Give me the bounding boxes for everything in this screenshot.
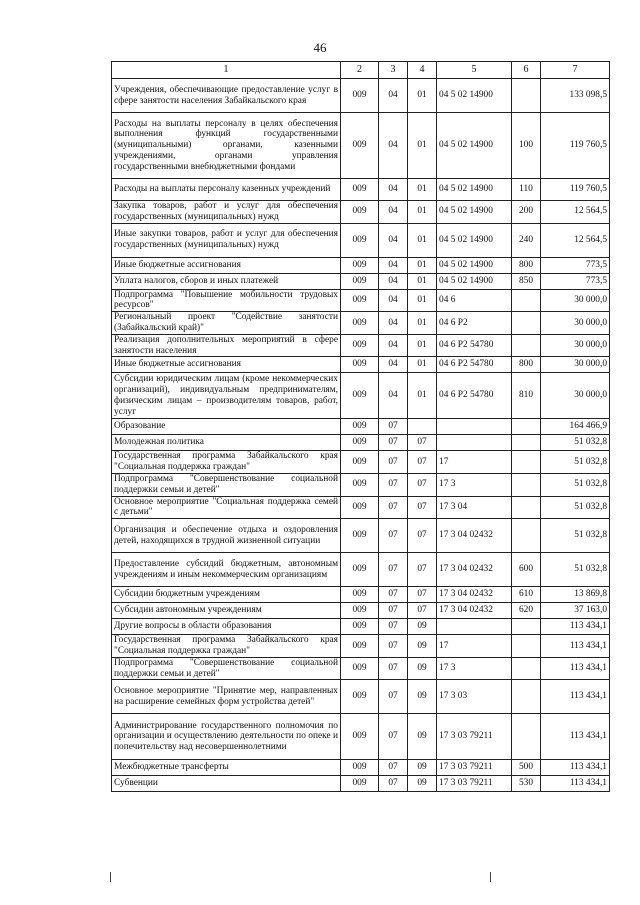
target-article-cell: 04 6 P2 54780 [437,373,512,419]
margin-tick-left [110,872,111,882]
name-cell: Закупка товаров, работ и услуг для обеспечения государственных (муниципальных) нужд [112,201,341,224]
subsection-cell: 09 [408,635,437,658]
admin-cell: 009 [341,714,379,760]
sum-cell: 51 032,8 [541,553,610,587]
target-article-cell: 17 3 04 02432 [437,553,512,587]
header-row [112,62,610,79]
expense-type-cell: 500 [512,760,541,776]
subsection-cell: 09 [408,714,437,760]
table-row [112,273,610,289]
name-cell: Учреждения, обеспечивающие предоставление услуг в сфере занятости населения Забайкальского края [112,79,341,113]
subsection-cell: 01 [408,373,437,419]
subsection-cell: 07 [408,553,437,587]
sum-cell: 12 564,5 [541,201,610,224]
admin-cell: 009 [341,179,379,201]
target-article-cell: 04 5 02 14900 [437,113,512,179]
target-article-cell: 17 3 03 79211 [437,760,512,776]
subsection-cell: 07 [408,473,437,496]
subsection-cell: 01 [408,79,437,113]
section-cell: 04 [379,223,408,257]
table-row [112,373,610,419]
name-cell: Государственная программа Забайкальского края "Социальная поддержка граждан" [112,635,341,658]
table-row [112,113,610,179]
table-row [112,657,610,680]
name-cell: Субвенции [112,776,341,792]
name-cell: Образование [112,419,341,435]
admin-cell: 009 [341,79,379,113]
name-cell: Основное мероприятие "Социальная поддержка семей с детьми" [112,496,341,519]
sum-cell: 113 434,1 [541,714,610,760]
section-cell: 07 [379,587,408,603]
sum-cell: 164 466,9 [541,419,610,435]
section-cell: 07 [379,619,408,635]
sum-cell: 113 434,1 [541,619,610,635]
admin-cell: 009 [341,435,379,451]
admin-cell: 009 [341,553,379,587]
subsection-cell: 07 [408,496,437,519]
sum-cell: 30 000,0 [541,334,610,357]
expense-type-cell: 610 [512,587,541,603]
sum-cell: 30 000,0 [541,357,610,373]
target-article-cell: 17 3 04 02432 [437,587,512,603]
target-article-cell: 17 [437,451,512,474]
table-row [112,312,610,335]
expense-type-cell [512,635,541,658]
admin-cell: 009 [341,201,379,224]
expense-type-cell: 850 [512,273,541,289]
sum-cell: 51 032,8 [541,496,610,519]
budget-table [111,61,610,792]
subsection-cell: 01 [408,201,437,224]
admin-cell: 009 [341,223,379,257]
sum-cell: 113 434,1 [541,657,610,680]
admin-cell: 009 [341,635,379,658]
target-article-cell: 04 6 P2 54780 [437,334,512,357]
expense-type-cell [512,435,541,451]
sum-cell: 30 000,0 [541,312,610,335]
target-article-cell: 04 6 P2 54780 [437,357,512,373]
expense-type-cell: 800 [512,357,541,373]
table-row [112,334,610,357]
section-cell: 04 [379,312,408,335]
admin-cell: 009 [341,451,379,474]
subsection-cell: 01 [408,273,437,289]
name-cell: Администрирование государственного полномочия по организации и осуществлению деятельности по опеке и попечительству над несовершеннолетними [112,714,341,760]
name-cell: Иные бюджетные ассигнования [112,357,341,373]
sum-cell: 133 098,5 [541,79,610,113]
table-row [112,635,610,658]
section-cell: 07 [379,496,408,519]
table-row [112,776,610,792]
name-cell: Другие вопросы в области образования [112,619,341,635]
sum-cell: 119 760,5 [541,179,610,201]
name-cell: Расходы на выплаты персоналу казенных учреждений [112,179,341,201]
subsection-cell: 01 [408,113,437,179]
target-article-cell: 17 3 04 02432 [437,519,512,553]
name-cell: Иные закупки товаров, работ и услуг для обеспечения государственных (муниципальных) нужд [112,223,341,257]
section-cell: 04 [379,179,408,201]
target-article-cell: 04 5 02 14900 [437,179,512,201]
sum-cell: 13 869,8 [541,587,610,603]
admin-cell: 009 [341,587,379,603]
subsection-cell: 01 [408,257,437,273]
expense-type-cell [512,680,541,714]
name-cell: Субсидии бюджетным учреждениям [112,587,341,603]
table-row [112,289,610,312]
table-row [112,179,610,201]
name-cell: Уплата налогов, сборов и иных платежей [112,273,341,289]
table-row [112,79,610,113]
table-row [112,435,610,451]
admin-cell: 009 [341,273,379,289]
expense-type-cell [512,312,541,335]
header-cell-section: 3 [379,62,408,79]
table-row [112,519,610,553]
name-cell: Расходы на выплаты персоналу в целях обеспечения выполнения функций государственными (муниципальными) органами, казенными учреждениями, органами управления государственными внебюджетными фондами [112,113,341,179]
subsection-cell: 07 [408,603,437,619]
section-cell: 07 [379,603,408,619]
target-article-cell: 17 3 03 79211 [437,714,512,760]
target-article-cell: 04 5 02 14900 [437,273,512,289]
admin-cell: 009 [341,334,379,357]
section-cell: 04 [379,201,408,224]
table-row [112,357,610,373]
section-cell: 04 [379,273,408,289]
expense-type-cell [512,289,541,312]
admin-cell: 009 [341,113,379,179]
sum-cell: 113 434,1 [541,680,610,714]
subsection-cell: 09 [408,680,437,714]
sum-cell: 30 000,0 [541,289,610,312]
section-cell: 04 [379,373,408,419]
name-cell: Подпрограмма "Совершенствование социальной поддержки семьи и детей" [112,473,341,496]
name-cell: Государственная программа Забайкальского края "Социальная поддержка граждан" [112,451,341,474]
target-article-cell: 17 3 03 79211 [437,776,512,792]
section-cell: 04 [379,79,408,113]
section-cell: 07 [379,519,408,553]
subsection-cell: 01 [408,334,437,357]
expense-type-cell [512,619,541,635]
section-cell: 07 [379,419,408,435]
header-cell-subsection: 4 [408,62,437,79]
section-cell: 07 [379,473,408,496]
name-cell: Региональный проект "Содействие занятости (Забайкальский край)" [112,312,341,335]
sum-cell: 773,5 [541,257,610,273]
table-row [112,473,610,496]
expense-type-cell: 240 [512,223,541,257]
name-cell: Молодежная политика [112,435,341,451]
name-cell: Субсидии автономным учреждениям [112,603,341,619]
expense-type-cell [512,714,541,760]
sum-cell: 51 032,8 [541,451,610,474]
table-row [112,680,610,714]
table-row [112,603,610,619]
header-cell-target-article: 5 [437,62,512,79]
target-article-cell: 04 5 02 14900 [437,201,512,224]
name-cell: Организация и обеспечение отдыха и оздоровления детей, находящихся в трудной жизненной ситуации [112,519,341,553]
section-cell: 07 [379,435,408,451]
admin-cell: 009 [341,603,379,619]
target-article-cell: 17 3 04 [437,496,512,519]
expense-type-cell [512,657,541,680]
section-cell: 04 [379,113,408,179]
expense-type-cell [512,451,541,474]
name-cell: Основное мероприятие "Принятие мер, направленных на расширение семейных форм устройства детей" [112,680,341,714]
target-article-cell [437,435,512,451]
admin-cell: 009 [341,357,379,373]
name-cell: Предоставление субсидий бюджетным, автономным учреждениям и иным некоммерческим организациям [112,553,341,587]
table-row [112,619,610,635]
table-row [112,760,610,776]
expense-type-cell: 800 [512,257,541,273]
admin-cell: 009 [341,289,379,312]
subsection-cell: 01 [408,312,437,335]
sum-cell: 37 163,0 [541,603,610,619]
target-article-cell: 04 6 [437,289,512,312]
admin-cell: 009 [341,619,379,635]
section-cell: 07 [379,776,408,792]
expense-type-cell [512,79,541,113]
subsection-cell: 01 [408,179,437,201]
expense-type-cell [512,519,541,553]
sum-cell: 12 564,5 [541,223,610,257]
table-row [112,714,610,760]
subsection-cell: 09 [408,776,437,792]
sum-cell: 51 032,8 [541,519,610,553]
table-row [112,257,610,273]
expense-type-cell: 600 [512,553,541,587]
header-cell-admin: 2 [341,62,379,79]
page-number: 46 [313,40,327,55]
table-row [112,419,610,435]
admin-cell: 009 [341,496,379,519]
target-article-cell: 17 3 04 02432 [437,603,512,619]
name-cell: Иные бюджетные ассигнования [112,257,341,273]
target-article-cell: 04 5 02 14900 [437,257,512,273]
section-cell: 07 [379,760,408,776]
admin-cell: 009 [341,519,379,553]
admin-cell: 009 [341,760,379,776]
subsection-cell: 07 [408,451,437,474]
subsection-cell: 07 [408,587,437,603]
section-cell: 04 [379,289,408,312]
margin-tick-right [490,872,491,882]
sum-cell: 113 434,1 [541,760,610,776]
expense-type-cell [512,334,541,357]
admin-cell: 009 [341,257,379,273]
subsection-cell: 01 [408,289,437,312]
table-row [112,587,610,603]
admin-cell: 009 [341,776,379,792]
header-cell-name: 1 [112,62,341,79]
sum-cell: 30 000,0 [541,373,610,419]
target-article-cell: 04 5 02 14900 [437,79,512,113]
expense-type-cell [512,419,541,435]
admin-cell: 009 [341,419,379,435]
name-cell: Реализация дополнительных мероприятий в сфере занятости населения [112,334,341,357]
subsection-cell [408,419,437,435]
subsection-cell: 01 [408,223,437,257]
name-cell: Подпрограмма "Повышение мобильности трудовых ресурсов" [112,289,341,312]
expense-type-cell: 810 [512,373,541,419]
budget-table-body [112,62,610,792]
target-article-cell: 17 [437,635,512,658]
admin-cell: 009 [341,473,379,496]
section-cell: 07 [379,635,408,658]
header-cell-sum: 7 [541,62,610,79]
target-article-cell: 04 5 02 14900 [437,223,512,257]
target-article-cell: 04 6 P2 [437,312,512,335]
admin-cell: 009 [341,680,379,714]
section-cell: 07 [379,657,408,680]
expense-type-cell [512,473,541,496]
target-article-cell: 17 3 03 [437,680,512,714]
sum-cell: 51 032,8 [541,473,610,496]
name-cell: Субсидии юридическим лицам (кроме некоммерческих организаций), индивидуальным предпринимателям, физическим лицам – производителям товаров, работ, услуг [112,373,341,419]
target-article-cell [437,419,512,435]
table-row [112,223,610,257]
expense-type-cell [512,496,541,519]
table-row [112,496,610,519]
section-cell: 04 [379,257,408,273]
sum-cell: 113 434,1 [541,776,610,792]
target-article-cell: 17 3 [437,657,512,680]
expense-type-cell: 200 [512,201,541,224]
sum-cell: 113 434,1 [541,635,610,658]
name-cell: Межбюджетные трансферты [112,760,341,776]
subsection-cell: 09 [408,657,437,680]
target-article-cell [437,619,512,635]
section-cell: 07 [379,680,408,714]
table-row [112,553,610,587]
admin-cell: 009 [341,373,379,419]
expense-type-cell: 620 [512,603,541,619]
subsection-cell: 09 [408,619,437,635]
subsection-cell: 07 [408,519,437,553]
expense-type-cell: 530 [512,776,541,792]
sum-cell: 51 032,8 [541,435,610,451]
table-row [112,451,610,474]
admin-cell: 009 [341,657,379,680]
sum-cell: 773,5 [541,273,610,289]
table-row [112,201,610,224]
sum-cell: 119 760,5 [541,113,610,179]
expense-type-cell: 100 [512,113,541,179]
admin-cell: 009 [341,312,379,335]
header-cell-expense-type: 6 [512,62,541,79]
section-cell: 07 [379,553,408,587]
name-cell: Подпрограмма "Совершенствование социальной поддержки семьи и детей" [112,657,341,680]
section-cell: 04 [379,357,408,373]
section-cell: 07 [379,714,408,760]
expense-type-cell: 110 [512,179,541,201]
section-cell: 07 [379,451,408,474]
subsection-cell: 07 [408,435,437,451]
subsection-cell: 01 [408,357,437,373]
target-article-cell: 17 3 [437,473,512,496]
section-cell: 04 [379,334,408,357]
subsection-cell: 09 [408,760,437,776]
